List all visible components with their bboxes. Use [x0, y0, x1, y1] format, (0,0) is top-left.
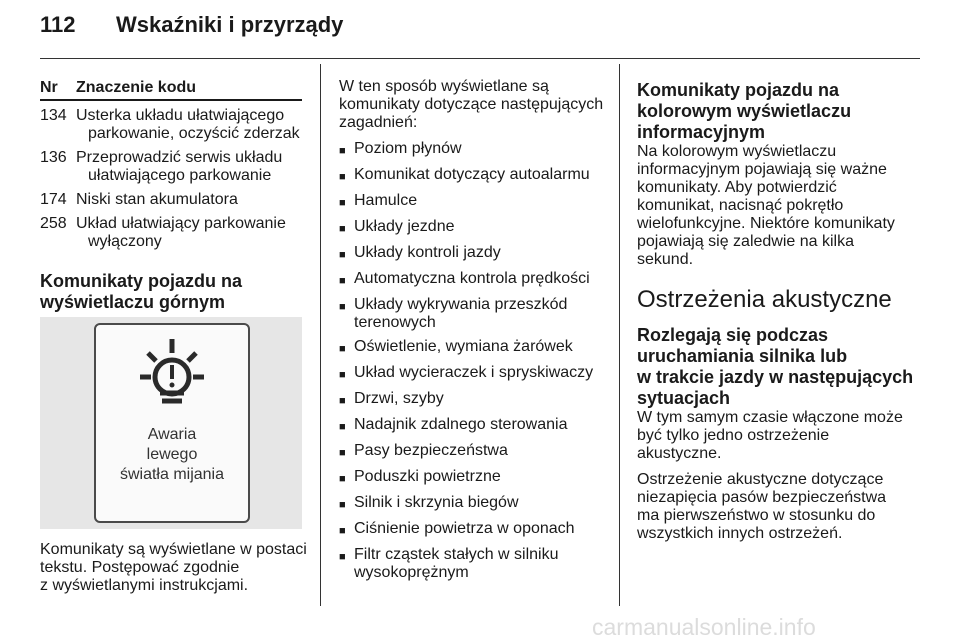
table-cell-nr: 258	[40, 215, 67, 232]
text-line: wielofunkcyjne. Niektóre komunikaty	[637, 215, 895, 232]
text-line: zagadnień:	[339, 114, 418, 131]
list-item-text: Drzwi, szyby	[354, 390, 444, 407]
text-line: komunikaty dotyczące następujących	[339, 96, 604, 113]
table-cell-meaning: Niski stan akumulatora	[76, 191, 238, 208]
topic-list	[339, 140, 609, 582]
list-item: ■ Pasy bezpieczeństwa	[339, 442, 609, 462]
list-item: ■ Hamulce	[339, 192, 609, 212]
list-item-text: Układ wycieraczek i spryskiwaczy	[354, 364, 594, 381]
list-item: ■ Poduszki powietrzne	[339, 468, 609, 488]
list-item-text: Filtr cząstek stałych w silniku	[354, 546, 559, 563]
list-item: ■ Poziom płynów	[339, 140, 609, 160]
text-line: sekund.	[637, 251, 694, 268]
table-cell-nr: 136	[40, 149, 67, 166]
table-cell-nr: 174	[40, 191, 67, 208]
table-row	[40, 107, 302, 143]
paragraph	[637, 471, 927, 543]
list-item-text: Układy kontroli jazdy	[354, 244, 501, 261]
warning-line: światła mijania	[119, 466, 225, 483]
text-line: Komunikaty są wyświetlane w postaci	[40, 541, 307, 558]
paragraph	[637, 143, 927, 269]
text-line: z wyświetlanymi instrukcjami.	[40, 577, 249, 594]
page-header	[40, 12, 343, 38]
column-divider-1	[320, 64, 321, 606]
list-item-text: Poduszki powietrzne	[354, 468, 501, 485]
list-item: ■ Drzwi, szyby	[339, 390, 609, 410]
text-line: W tym samym czasie włączone może	[637, 409, 903, 426]
section-title: Ostrzeżenia akustyczne	[637, 286, 892, 313]
table-row	[40, 215, 302, 251]
column-1-bottom	[40, 541, 310, 595]
heading-line: wyświetlaczu górnym	[40, 292, 226, 312]
warning-display-illustration	[40, 317, 302, 529]
list-item-text: Poziom płynów	[354, 140, 462, 157]
paragraph	[637, 409, 927, 463]
warning-line: lewego	[146, 446, 198, 463]
list-item-text: Hamulce	[354, 192, 418, 209]
heading-color-display	[637, 80, 927, 143]
text-line: być tylko jedno ostrzeżenie	[637, 427, 830, 444]
list-item: ■ Układy wykrywania przeszkód terenowych	[339, 296, 568, 331]
list-item-text: Automatyczna kontrola prędkości	[354, 270, 590, 287]
list-item: ■ Układy jezdne	[339, 218, 609, 238]
text-line: Na kolorowym wyświetlaczu	[637, 143, 837, 160]
text-line: komunikaty. Aby potwierdzić	[637, 179, 837, 196]
list-item-text: Nadajnik zdalnego sterowania	[354, 416, 568, 433]
list-item-text: Silnik i skrzynia biegów	[354, 494, 519, 511]
table-header-meaning: Znaczenie kodu	[76, 79, 197, 96]
list-item: ■ Komunikat dotyczący autoalarmu	[339, 166, 609, 186]
page-number: 112	[40, 12, 76, 37]
list-item-text: Oświetlenie, wymiana żarówek	[354, 338, 573, 355]
list-item-text: Pasy bezpieczeństwa	[354, 442, 508, 459]
text-line: Ostrzeżenie akustyczne dotyczące	[637, 471, 884, 488]
heading-line: kolorowym wyświetlaczu	[637, 101, 852, 121]
column-divider-2	[619, 64, 620, 606]
list-item-text-cont: terenowych	[354, 314, 436, 331]
text-line: niezapięcia pasów bezpieczeństwa	[637, 489, 887, 506]
list-item: ■ Układy kontroli jazdy	[339, 244, 609, 264]
warning-line: Awaria	[147, 426, 197, 443]
list-item: ■ Automatyczna kontrola prędkości	[339, 270, 609, 290]
display-screen	[94, 323, 250, 523]
text-line: akustyczne.	[637, 445, 722, 462]
list-item: ■ Nadajnik zdalnego sterowania	[339, 416, 609, 436]
list-item-text-cont: wysokoprężnym	[354, 564, 469, 581]
text-line: informacyjnym pojawiają się ważne	[637, 161, 887, 178]
list-item-text: Komunikat dotyczący autoalarmu	[354, 166, 590, 183]
list-item: ■ Silnik i skrzynia biegów	[339, 494, 609, 514]
watermark: carmanualsonline.info	[592, 614, 816, 640]
table-cell-meaning: Układ ułatwiający parkowanie	[76, 215, 286, 232]
table-cell-nr: 134	[40, 107, 67, 124]
table-cell-meaning: Przeprowadzić serwis układu	[76, 149, 283, 166]
list-item: ■ Oświetlenie, wymiana żarówek	[339, 338, 609, 358]
table-cell-meaning-cont: parkowanie, oczyścić zderzak	[88, 125, 300, 142]
list-item: ■ Ciśnienie powietrza w oponach	[339, 520, 609, 540]
heading-line: informacyjnym	[637, 122, 766, 142]
table-header-nr: Nr	[40, 79, 58, 96]
heading-line: sytuacjach	[637, 388, 731, 408]
text-line: tekstu. Postępować zgodnie	[40, 559, 240, 576]
text-line: komunikat, nacisnąć pokrętło	[637, 197, 844, 214]
headlight-warning-icon	[96, 329, 248, 419]
intro-paragraph	[339, 78, 609, 132]
heading-line: Rozlegają się podczas	[637, 325, 829, 345]
text-line: pojawiają się zaledwie na kilka	[637, 233, 855, 250]
header-rule	[40, 58, 920, 59]
list-item: ■ Układ wycieraczek i spryskiwaczy	[339, 364, 609, 384]
heading-top-display	[40, 271, 302, 313]
table-cell-meaning-cont: wyłączony	[88, 233, 162, 250]
warning-message	[96, 425, 248, 485]
page-title: Wskaźniki i przyrządy	[116, 12, 344, 37]
table-row	[40, 191, 302, 209]
column-3	[637, 80, 927, 543]
heading-line: Komunikaty pojazdu na	[637, 80, 840, 100]
list-item-text: Układy jezdne	[354, 218, 455, 235]
paragraph	[40, 541, 310, 595]
column-2	[339, 78, 609, 588]
heading-situations	[637, 325, 927, 409]
code-table-header	[40, 79, 302, 101]
table-cell-meaning: Usterka układu ułatwiającego	[76, 107, 285, 124]
text-line: W ten sposób wyświetlane są	[339, 78, 549, 95]
heading-line: uruchamiania silnika lub	[637, 346, 848, 366]
text-line: ma pierwszeństwo w stosunku do	[637, 507, 876, 524]
list-item: ■ Filtr cząstek stałych w silniku wysokoprężnym	[339, 546, 559, 581]
heading-line: Komunikaty pojazdu na	[40, 271, 243, 291]
column-1	[40, 78, 302, 313]
table-row	[40, 149, 302, 185]
list-item-text: Ciśnienie powietrza w oponach	[354, 520, 575, 537]
heading-line: w trakcie jazdy w następujących	[637, 367, 914, 387]
table-cell-meaning-cont: ułatwiającego parkowanie	[88, 167, 272, 184]
list-item-text: Układy wykrywania przeszkód	[354, 296, 568, 313]
text-line: wszystkich innych ostrzeżeń.	[637, 525, 843, 542]
